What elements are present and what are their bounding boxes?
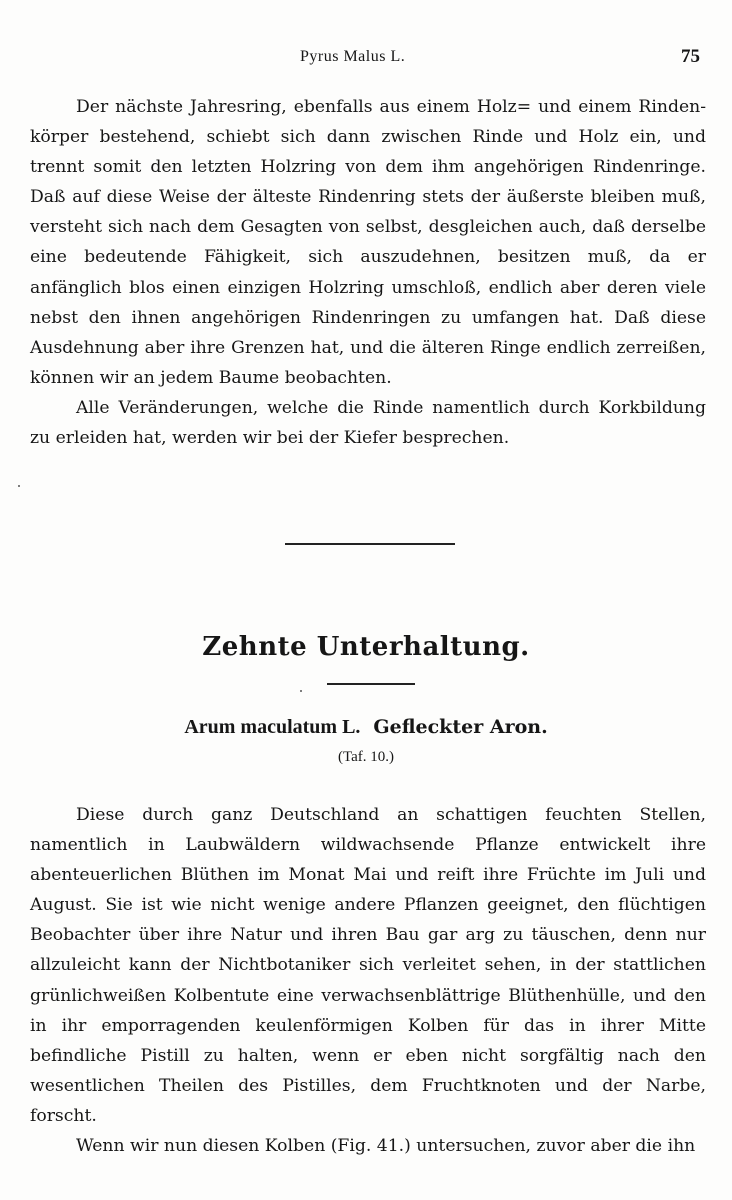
section-2-text (30, 800, 706, 1161)
chapter-title-rule (327, 683, 415, 685)
page-header (0, 48, 732, 74)
paragraph: Alle Veränderungen, welche die Rinde namentlich durch Korkbildung zu erleiden hat, werden wir bei der Kiefer besprechen. (30, 397, 706, 449)
section-divider-rule (285, 543, 455, 545)
paragraph: Diese durch ganz Deutschland an schattigen feuchten Stellen, namentlich in Laubwäldern wildwachsende Pflanze entwickelt ihre abenteuerlichen Blüthen im Monat Mai und reift ihre Früchte im Juli und August. Sie ist wie nicht wenige andere Pflanzen geeignet, den flüchtigen Beobachter über ihre Natur und ihren Bau gar arg zu täuschen, denn nur allzuleicht kann der Nichtbotaniker sich verleitet sehen, in der stattlichen grünlichweißen Kolbentute eine verwachsenblättrige Blüthenhülle, und den in ihr emporragenden keulenförmigen Kolben für das in ihrer Mitte befindliche Pistill zu halten, wenn er eben nicht sorgfältig nach den wesentlichen Theilen des Pistilles, dem Fruchtknoten und der Narbe, forscht. (30, 805, 706, 1126)
species-german-name: Gefleckter Aron. (373, 716, 548, 738)
species-latin-name: Arum maculatum L. (184, 716, 361, 738)
page-number: 75 (681, 46, 700, 67)
paper-speck (18, 485, 20, 487)
section-1-text (30, 92, 706, 453)
paragraph: Der nächste Jahresring, ebenfalls aus einem Holz= und einem Rindenkörper bestehend, schiebt sich dann zwischen Rinde und Holz ein, und trennt somit den letzten Holzring von dem ihm angehörigen Rindenringe. Daß auf diese Weise der älteste Rindenring stets der äußerste bleiben muß, versteht sich nach dem Gesagten von selbst, desgleichen auch, daß derselbe eine bedeutende Fähigkeit, sich auszudehnen, besitzen muß, da er anfänglich blos einen einzigen Holzring umschloß, endlich aber deren viele nebst den ihnen angehörigen Rindenringen zu umfangen hat. Daß diese Ausdehnung aber ihre Grenzen hat, und die älteren Ringe endlich zerreißen, können wir an jedem Baume beobachten. (30, 97, 706, 388)
chapter-title: Zehnte Unterhaltung. (202, 632, 530, 662)
running-title: Pyrus Malus L. (300, 48, 406, 65)
species-heading (0, 714, 732, 739)
paper-speck (300, 690, 302, 692)
paragraph: Wenn wir nun diesen Kolben (Fig. 41.) untersuchen, zuvor aber die ihn (76, 1136, 696, 1157)
plate-reference: (Taf. 10.) (337, 749, 394, 765)
